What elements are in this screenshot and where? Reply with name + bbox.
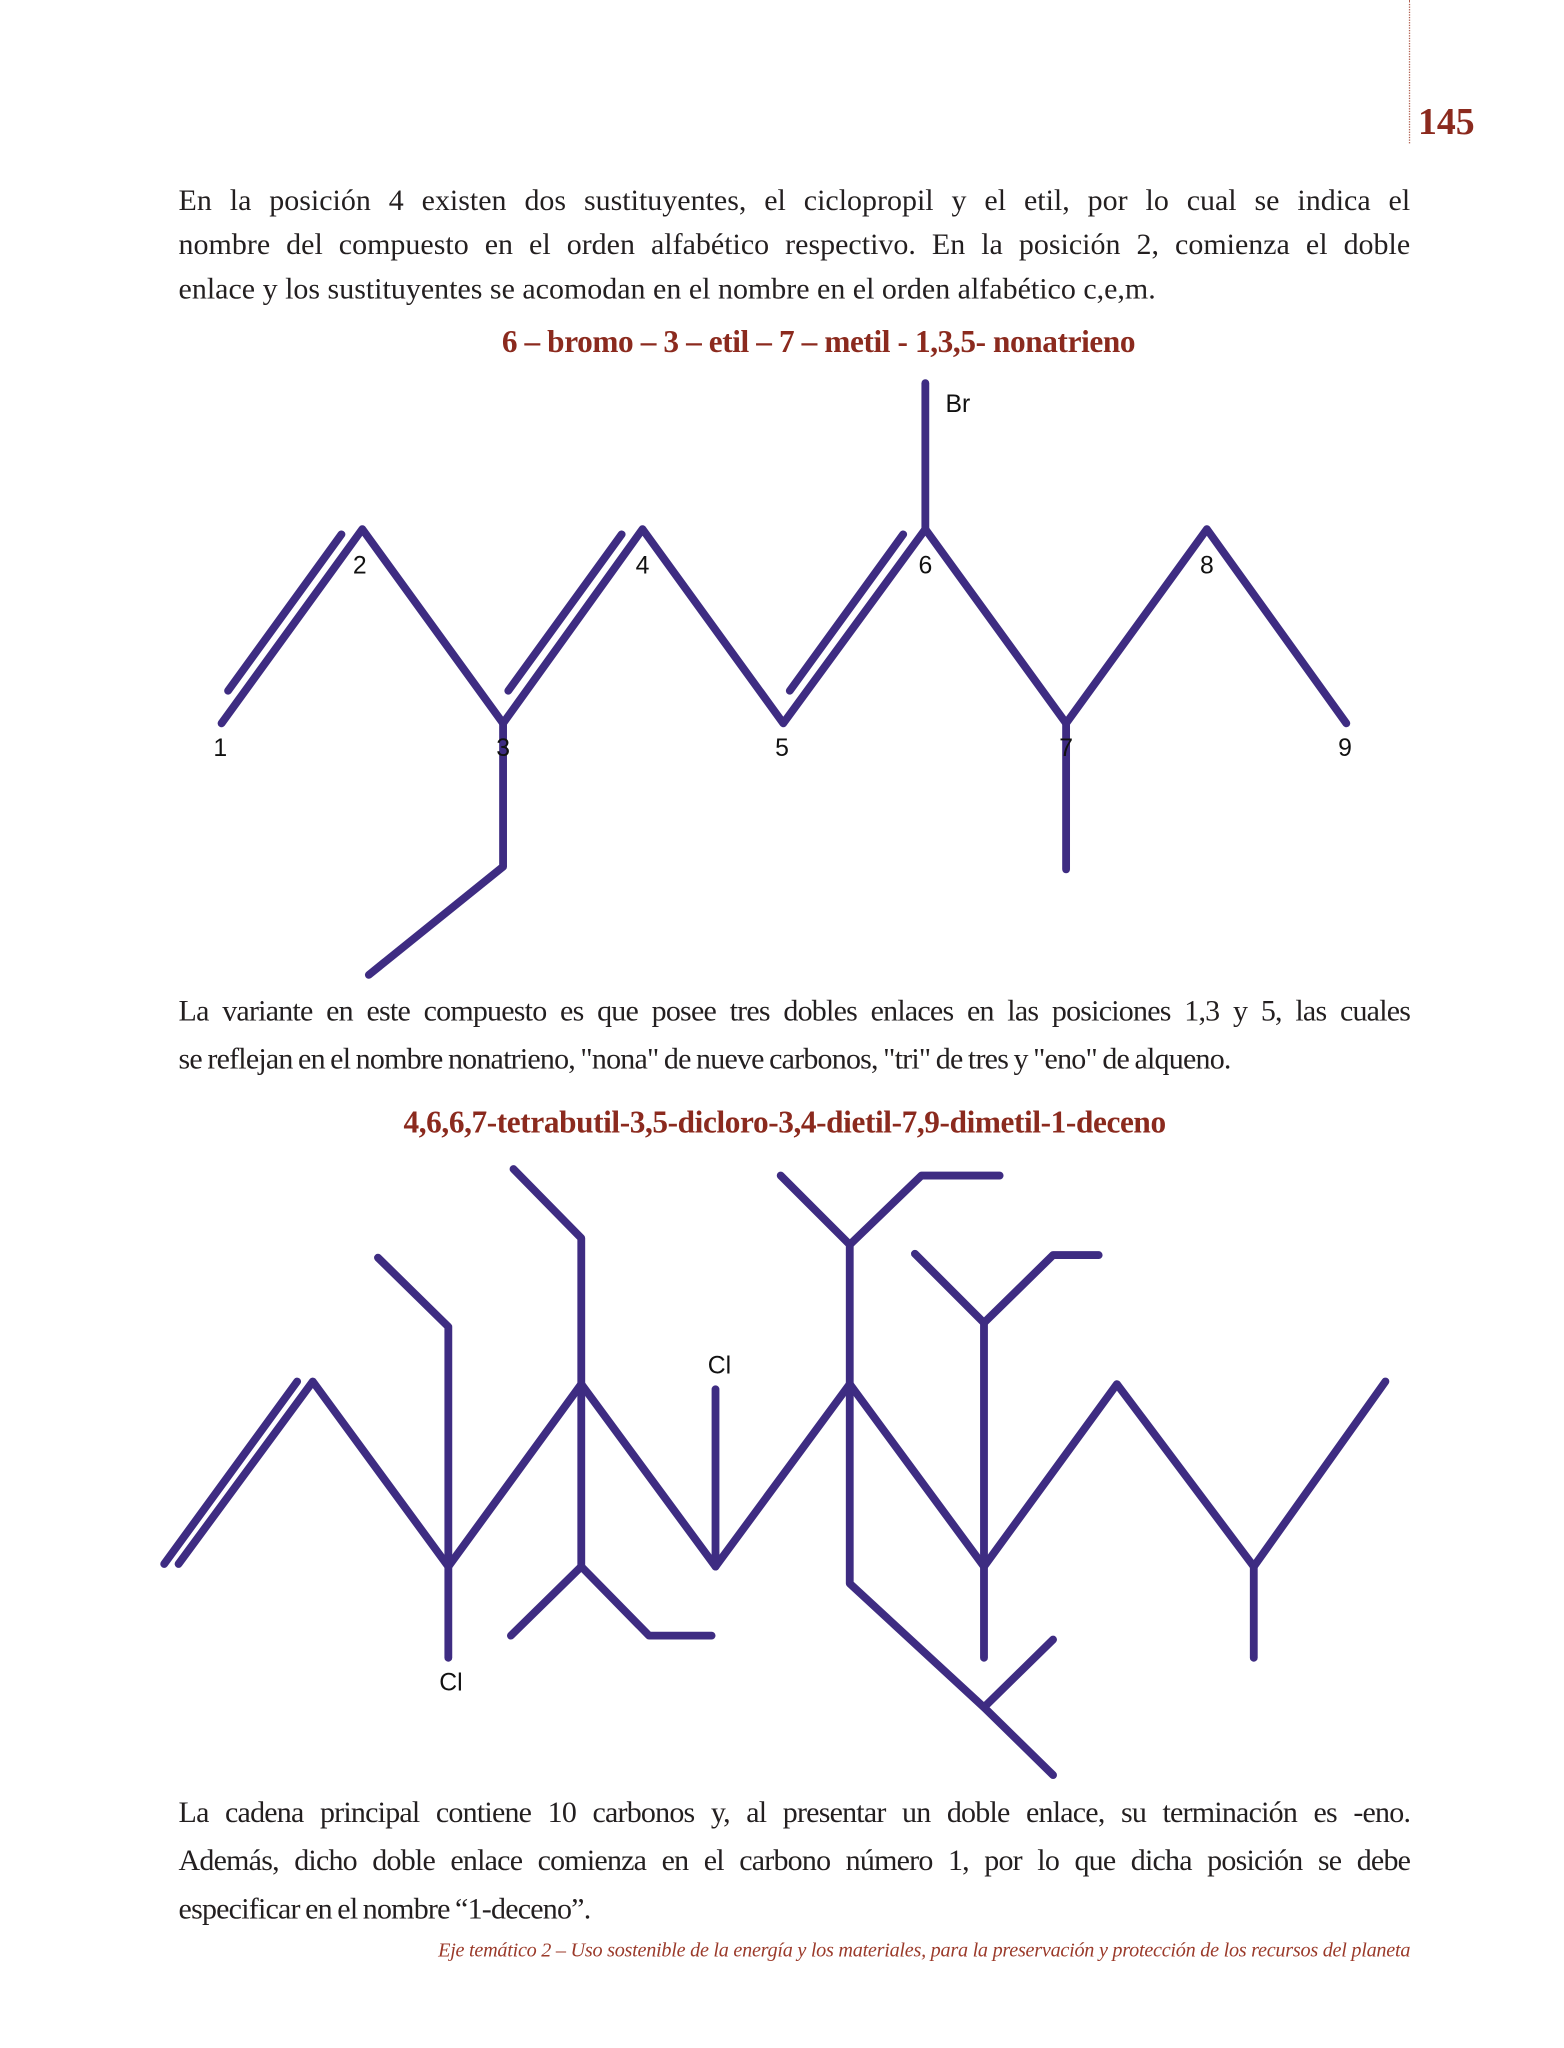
butyl-branch-c6-top xyxy=(781,1176,850,1385)
atom-label: 5 xyxy=(775,734,789,762)
page-number: 145 xyxy=(1417,101,1475,144)
atom-label: 1 xyxy=(213,734,228,762)
double-bond-outer xyxy=(164,1381,297,1563)
footer-caption: Eje temático 2 – Uso sostenible de la energía y los materiales, para la preservación y protección de los recursos del planeta xyxy=(438,1939,1411,1962)
ethyl-branch-c4-a xyxy=(511,1567,581,1636)
molecule-1-skeleton xyxy=(213,383,1352,975)
butyl-branch-c6-bottom xyxy=(850,1384,1053,1775)
atom-label: 2 xyxy=(352,552,367,580)
molecule-2-skeleton xyxy=(164,1169,1385,1775)
text-line: La variante en este compuesto es que posee tres dobles enlaces en las posiciones 1,3 y 5, las cuales xyxy=(178,994,1411,1028)
compound-2-name: 4,6,6,7-tetrabutil-3,5-dicloro-3,4-dietil-7,9-dimetil-1-deceno xyxy=(403,1106,1166,1141)
compound-1-name: 6 – bromo – 3 – etil – 7 – metil - 1,3,5- nonatrieno xyxy=(501,325,1136,360)
butyl-branch-c6-bottom-b xyxy=(984,1640,1053,1708)
atom-label: 8 xyxy=(1199,552,1214,580)
butyl-branch-c6-top-b xyxy=(850,1176,1000,1245)
butyl-branch-c7-b xyxy=(984,1255,1099,1323)
atom-label: 9 xyxy=(1338,734,1352,762)
text-line: se reflejan en el nombre nonatrieno, "nona" de nueve carbonos, "tri" de tres y "eno" de alqueno. xyxy=(178,1042,1231,1076)
bromo-label: Br xyxy=(945,390,971,418)
text-line: La cadena principal contiene 10 carbonos y, al presentar un doble enlace, su terminación es -eno. xyxy=(178,1795,1411,1829)
atom-label: 3 xyxy=(496,734,510,762)
atom-label: 4 xyxy=(635,552,650,580)
double-bond-3 xyxy=(508,534,621,690)
atom-label: 6 xyxy=(918,552,933,580)
butyl-branch-c4 xyxy=(514,1169,582,1567)
main-chain xyxy=(222,529,1347,723)
text-line: especificar en el nombre “1-deceno”. xyxy=(178,1892,591,1925)
chloro-label-top: Cl xyxy=(707,1352,732,1380)
text-line: nombre del compuesto en el orden alfabético respectivo. En la posición 2, comienza el doble xyxy=(178,228,1411,261)
butyl-branch-c7 xyxy=(915,1254,984,1658)
double-bond-1 xyxy=(228,534,341,690)
text-line: Además, dicho doble enlace comienza en el carbono número 1, por lo que dicha posición se debe xyxy=(178,1844,1411,1877)
ethyl-branch-c4-b xyxy=(581,1567,711,1636)
chloro-label-bottom: Cl xyxy=(439,1669,463,1697)
ethyl-branch xyxy=(369,723,503,975)
text-line: enlace y los sustituyentes se acomodan en el nombre en el orden alfabético c,e,m. xyxy=(178,272,1156,305)
double-bond-5 xyxy=(790,534,903,690)
main-chain xyxy=(179,1381,1386,1566)
text-line: En la posición 4 existen dos sustituyentes, el ciclopropil y el etil, por lo cual se indica el xyxy=(178,183,1411,217)
atom-label: 7 xyxy=(1059,734,1073,762)
